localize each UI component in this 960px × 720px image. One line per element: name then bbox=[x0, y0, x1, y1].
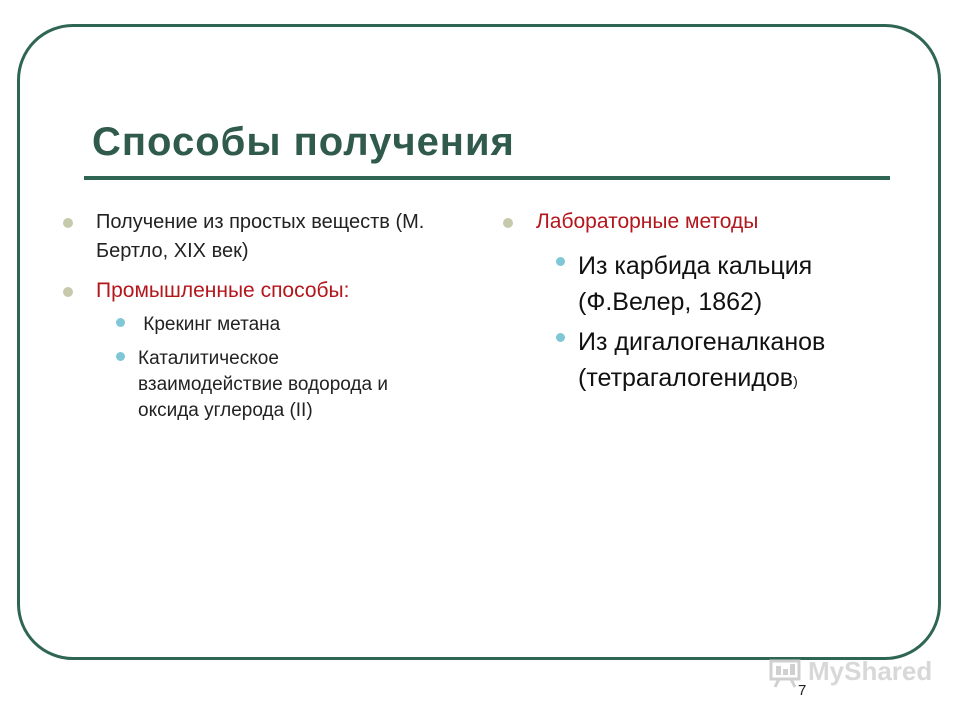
sub-list-item-main: Из дигалогеналканов (тетрагалогенидов bbox=[578, 328, 826, 392]
sub-list-item bbox=[498, 248, 918, 320]
sub-list-item-text: Каталитическое взаимодействие водорода и оксида углерода (II) bbox=[138, 348, 388, 421]
sub-list-item-text: Из карбида кальция (Ф.Велер, 1862) bbox=[578, 252, 813, 316]
list-item bbox=[498, 208, 918, 236]
title-underline bbox=[84, 176, 890, 180]
sub-list-item bbox=[498, 324, 918, 399]
presentation-board-icon bbox=[768, 658, 802, 688]
bullet-dot-icon bbox=[116, 352, 125, 361]
left-column bbox=[58, 208, 478, 424]
watermark bbox=[768, 656, 933, 690]
bullet-dot-icon bbox=[556, 257, 565, 266]
list-item-text: Получение из простых веществ (М. Бертло, XIX век) bbox=[96, 211, 425, 262]
sub-list-item bbox=[58, 346, 478, 424]
slide-title: Способы получения bbox=[92, 120, 515, 164]
sub-list-item-text: Крекинг метана bbox=[138, 314, 281, 335]
list-item bbox=[58, 208, 478, 266]
bullet-dot-icon bbox=[556, 333, 565, 342]
list-item-heading: Промышленные способы: bbox=[96, 279, 350, 302]
sub-list-item bbox=[58, 312, 478, 338]
sub-list-item-text bbox=[578, 324, 908, 399]
list-item-heading: Лабораторные методы bbox=[536, 210, 759, 233]
bullet-dot-icon bbox=[116, 318, 125, 327]
bullet-dot-icon bbox=[503, 218, 513, 228]
sub-list-item-paren: ) bbox=[793, 373, 798, 389]
watermark-text: MyShared bbox=[808, 656, 933, 686]
page-number: 7 bbox=[798, 682, 807, 699]
bullet-dot-icon bbox=[63, 287, 73, 297]
right-column bbox=[498, 208, 918, 399]
list-item bbox=[58, 276, 478, 306]
bullet-dot-icon bbox=[63, 218, 73, 228]
